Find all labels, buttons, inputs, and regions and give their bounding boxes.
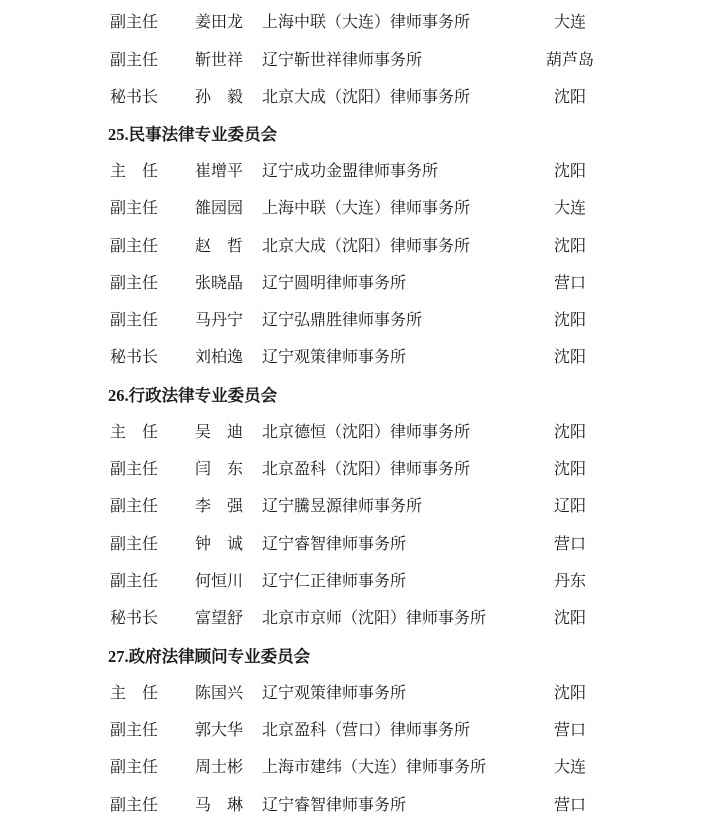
member-firm: 辽宁成功金盟律师事务所: [262, 161, 439, 180]
member-name: 崔增平: [195, 161, 244, 180]
member-row: [0, 457, 705, 481]
member-role: 副主任: [110, 795, 159, 814]
member-role: 秘书长: [110, 347, 159, 366]
member-name: 陈国兴: [195, 683, 244, 702]
member-name: 马丹宁: [195, 310, 244, 329]
committee-number: 26.: [108, 386, 129, 405]
member-city: 沈阳: [553, 683, 586, 702]
member-firm: 辽宁仁正律师事务所: [262, 571, 407, 590]
member-city: 沈阳: [553, 87, 586, 106]
member-name: 张晓晶: [195, 273, 244, 292]
member-city: 沈阳: [553, 347, 586, 366]
member-row: [0, 793, 705, 817]
member-firm: 辽宁观策律师事务所: [262, 347, 407, 366]
member-row: [0, 196, 705, 220]
member-name: 富望舒: [195, 608, 244, 627]
member-city: 大连: [553, 198, 586, 217]
member-row: [0, 755, 705, 779]
member-role: 副主任: [110, 571, 159, 590]
member-firm: 辽宁睿智律师事务所: [262, 534, 407, 553]
member-row: [0, 420, 705, 444]
member-name: 李 强: [195, 496, 244, 515]
member-role: 副主任: [110, 496, 159, 515]
member-name: 郭大华: [195, 720, 244, 739]
member-firm: 北京大成（沈阳）律师事务所: [262, 87, 471, 106]
member-role: 副主任: [110, 198, 159, 217]
member-role: 副主任: [110, 236, 159, 255]
member-firm: 辽宁圆明律师事务所: [262, 273, 407, 292]
committee-title: 行政法律专业委员会: [128, 386, 278, 405]
member-city: 营口: [553, 795, 586, 814]
member-role: 主 任: [110, 422, 159, 441]
member-name: 何恒川: [195, 571, 244, 590]
member-city: 沈阳: [553, 310, 586, 329]
member-role: 副主任: [110, 12, 159, 31]
member-name: 闫 东: [195, 459, 244, 478]
member-firm: 辽宁靳世祥律师事务所: [262, 50, 423, 69]
member-name: 孙 毅: [195, 87, 244, 106]
member-city: 葫芦岛: [545, 50, 594, 69]
member-role: 副主任: [110, 534, 159, 553]
member-firm: 辽宁睿智律师事务所: [262, 795, 407, 814]
committee-number: 25.: [108, 125, 129, 144]
member-name: 吴 迪: [195, 422, 244, 441]
member-role: 副主任: [110, 310, 159, 329]
member-row: [0, 48, 705, 72]
member-row: [0, 494, 705, 518]
member-city: 大连: [553, 757, 586, 776]
member-city: 沈阳: [553, 236, 586, 255]
member-city: 大连: [553, 12, 586, 31]
committee-number: 27.: [108, 647, 129, 666]
member-firm: 北京市京师（沈阳）律师事务所: [262, 608, 487, 627]
member-row: [0, 271, 705, 295]
member-firm: 北京大成（沈阳）律师事务所: [262, 236, 471, 255]
member-city: 营口: [553, 720, 586, 739]
member-row: [0, 345, 705, 369]
member-city: 辽阳: [553, 496, 586, 515]
member-firm: 北京盈科（营口）律师事务所: [262, 720, 471, 739]
member-city: 营口: [553, 273, 586, 292]
member-city: 营口: [553, 534, 586, 553]
member-role: 主 任: [110, 683, 159, 702]
committee-title: 政府法律顾问专业委员会: [128, 647, 311, 666]
member-role: 副主任: [110, 459, 159, 478]
member-firm: 辽宁观策律师事务所: [262, 683, 407, 702]
member-city: 沈阳: [553, 459, 586, 478]
member-city: 沈阳: [553, 161, 586, 180]
member-row: [0, 532, 705, 556]
member-row: [0, 308, 705, 332]
member-firm: 上海中联（大连）律师事务所: [262, 198, 471, 217]
member-row: [0, 606, 705, 630]
member-role: 主 任: [110, 161, 159, 180]
member-role: 副主任: [110, 757, 159, 776]
member-firm: 上海市建纬（大连）律师事务所: [262, 757, 487, 776]
member-city: 沈阳: [553, 422, 586, 441]
member-row: [0, 10, 705, 34]
member-role: 副主任: [110, 50, 159, 69]
committee-title: 民事法律专业委员会: [128, 125, 278, 144]
member-city: 丹东: [553, 571, 586, 590]
committee-heading: [108, 122, 277, 148]
member-row: [0, 681, 705, 705]
member-row: [0, 159, 705, 183]
member-role: 副主任: [110, 273, 159, 292]
member-name: 钟 诚: [195, 534, 244, 553]
member-role: 秘书长: [110, 87, 159, 106]
member-role: 秘书长: [110, 608, 159, 627]
member-name: 马 琳: [195, 795, 244, 814]
member-name: 靳世祥: [195, 50, 244, 69]
member-row: [0, 718, 705, 742]
member-name: 刘柏逸: [195, 347, 244, 366]
member-role: 副主任: [110, 720, 159, 739]
member-name: 赵 哲: [195, 236, 244, 255]
member-name: 周士彬: [195, 757, 244, 776]
member-row: [0, 569, 705, 593]
member-city: 沈阳: [553, 608, 586, 627]
member-firm: 上海中联（大连）律师事务所: [262, 12, 471, 31]
member-firm: 北京德恒（沈阳）律师事务所: [262, 422, 471, 441]
committee-heading: [108, 383, 277, 409]
member-row: [0, 85, 705, 109]
member-name: 雒园园: [195, 198, 244, 217]
committee-heading: [108, 644, 310, 670]
member-firm: 北京盈科（沈阳）律师事务所: [262, 459, 471, 478]
member-row: [0, 234, 705, 258]
member-firm: 辽宁騰昱源律师事务所: [262, 496, 423, 515]
member-name: 姜田龙: [195, 12, 244, 31]
member-firm: 辽宁弘鼎胜律师事务所: [262, 310, 423, 329]
